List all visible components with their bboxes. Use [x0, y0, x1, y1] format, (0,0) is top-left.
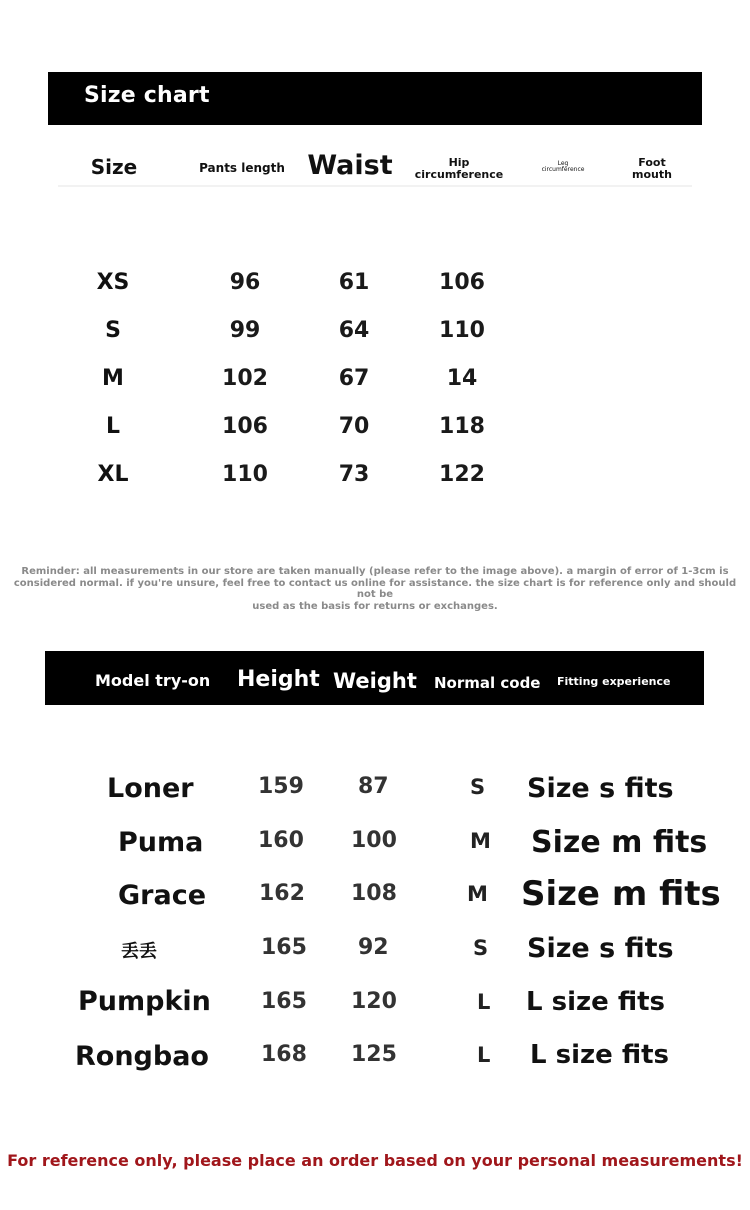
pants-length-cell: 102: [222, 366, 268, 391]
model-height: 168: [261, 1042, 307, 1067]
reminder-line-2: considered normal. if you're unsure, feel free to contact us online for assistance. the size chart is for reference only and should not be: [13, 577, 737, 600]
footer-note: For reference only, please place an order based on your personal measurements!: [7, 1151, 743, 1170]
model-header-normal-code: Normal code: [434, 674, 541, 692]
model-fit: Size s fits: [527, 933, 674, 964]
model-header-fitting: Fitting experience: [557, 675, 671, 688]
col-header-waist: Waist: [307, 150, 393, 181]
model-code: S: [470, 775, 486, 799]
pants-length-cell: 106: [222, 414, 268, 439]
col-header-foot-line2: mouth: [632, 167, 672, 181]
model-weight: 108: [351, 881, 397, 906]
model-height: 162: [259, 881, 305, 906]
model-name: Puma: [118, 827, 204, 858]
pants-length-cell: 96: [229, 270, 261, 295]
model-name: Pumpkin: [78, 986, 211, 1017]
size-cell: S: [105, 318, 121, 343]
waist-cell: 64: [338, 318, 370, 343]
col-header-size: Size: [90, 155, 138, 179]
col-header-hip-line2: circumference: [414, 167, 504, 181]
model-code: M: [470, 829, 491, 853]
size-cell: XS: [96, 270, 130, 295]
hip-cell: 122: [439, 462, 485, 487]
hip-cell: 14: [446, 366, 478, 391]
col-header-hip: [408, 157, 510, 180]
model-code: L: [477, 990, 491, 1014]
size-chart-header-bar: [48, 72, 702, 125]
waist-cell: 61: [338, 270, 370, 295]
model-weight: 120: [351, 989, 397, 1014]
model-tryon-header-bar: [45, 651, 704, 705]
model-fit: Size m fits: [521, 874, 721, 914]
col-header-foot-line1: Foot: [638, 156, 666, 169]
hip-cell: 118: [439, 414, 485, 439]
model-code: L: [477, 1043, 491, 1067]
model-header-model: Model try-on: [95, 671, 211, 690]
model-name: Loner: [107, 773, 194, 804]
waist-cell: 70: [338, 414, 370, 439]
model-height: 159: [258, 774, 304, 799]
size-cell: XL: [97, 462, 129, 487]
waist-cell: 67: [338, 366, 370, 391]
col-header-pants-length: Pants length: [199, 161, 285, 175]
size-cell: M: [102, 366, 124, 391]
waist-cell: 73: [338, 462, 370, 487]
model-fit: L size fits: [530, 1040, 670, 1070]
model-fit: Size m fits: [531, 825, 708, 860]
model-height: 160: [258, 828, 304, 853]
col-header-leg: [528, 161, 598, 174]
model-height: 165: [261, 989, 307, 1014]
col-header-leg-line2: circumference: [541, 166, 585, 174]
model-code: S: [473, 936, 489, 960]
model-name: Rongbao: [75, 1041, 209, 1072]
col-header-hip-line1: Hip: [448, 156, 470, 169]
model-code: M: [467, 882, 488, 906]
model-fit: L size fits: [526, 987, 666, 1017]
model-name: 丢丢: [121, 941, 157, 962]
pants-length-cell: 110: [222, 462, 268, 487]
col-header-foot-mouth: [622, 157, 682, 180]
header-divider: [58, 185, 692, 187]
reminder-line-1: Reminder: all measurements in our store are taken manually (please refer to the image above). a margin of error of 1-3cm is: [21, 566, 729, 577]
size-cell: L: [105, 414, 121, 439]
model-header-weight: Weight: [333, 669, 417, 693]
model-weight: 92: [358, 935, 389, 960]
pants-length-cell: 99: [229, 318, 261, 343]
hip-cell: 106: [439, 270, 485, 295]
measurement-reminder: [10, 566, 740, 612]
model-name: Grace: [118, 880, 207, 911]
model-weight: 100: [351, 828, 397, 853]
col-header-leg-line1: Leg: [557, 160, 569, 167]
model-header-height: Height: [237, 667, 320, 692]
reminder-line-3: used as the basis for returns or exchanges.: [252, 600, 498, 612]
size-chart-title: Size chart: [84, 83, 210, 108]
model-weight: 125: [351, 1042, 397, 1067]
hip-cell: 110: [439, 318, 485, 343]
model-height: 165: [261, 935, 307, 960]
model-fit: Size s fits: [527, 773, 674, 804]
model-weight: 87: [358, 774, 389, 799]
